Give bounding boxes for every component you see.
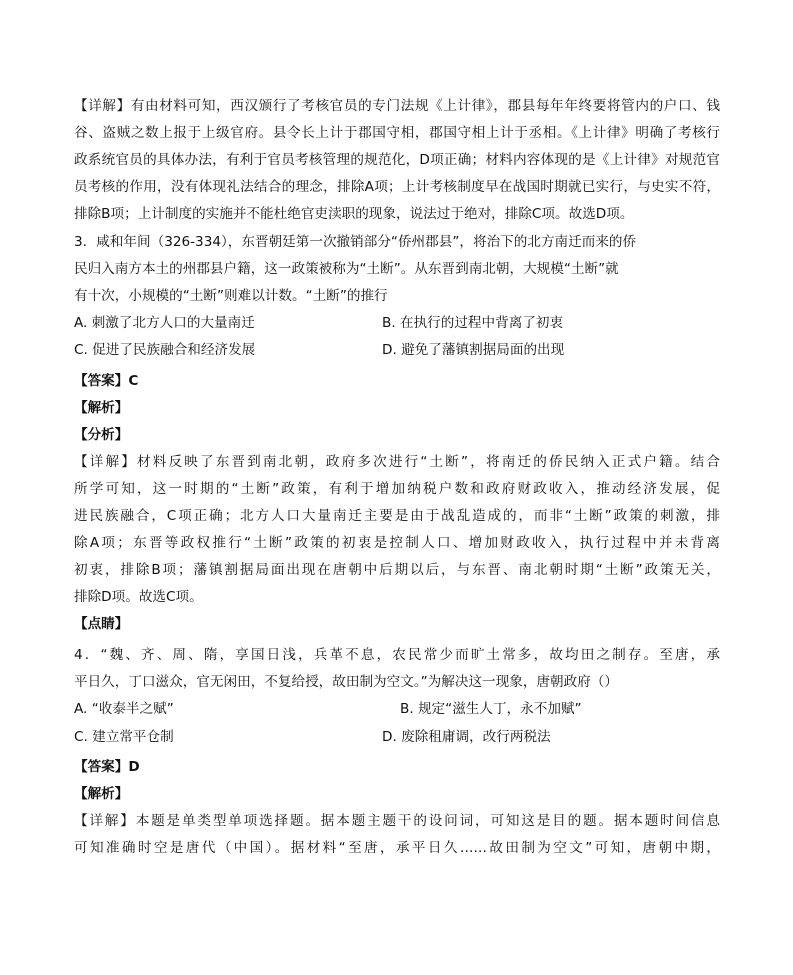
q2-detail-line-1: 【详解】有由材料可知，西汉颁行了考核官员的专门法规《上计律》，郡县每年年终要将管内的户口、钱 — [74, 98, 720, 114]
q3-detail-line-2: 所学可知，这一时期的“土断”政策，有利于增加纳税户数和政府财政收入，推动经济发展，促 — [74, 481, 720, 497]
q4-analysis-heading: 【解析】 — [74, 786, 129, 802]
q3-stem-line-1: 3．咸和年间（326-334），东晋朝廷第一次撤销部分“侨州郡县”，将治下的北方南迁而来的侨 — [74, 234, 637, 250]
q4-detail-line-1: 【详解】本题是单类型单项选择题。据本题主题干的设问词，可知这是目的题。据本题时间信息 — [74, 813, 720, 829]
q3-detail-line-6: 排除D项。故选C项。 — [74, 589, 203, 605]
q3-option-a: A. 刺激了北方人口的大量南迁 — [74, 315, 255, 331]
q3-answer: 【答案】C — [74, 373, 139, 389]
q4-option-b: B. 规定“滋生人丁，永不加赋” — [400, 701, 582, 717]
q4-detail-line-2: 可知准确时空是唐代（中国）。据材料“至唐，承平日久……故田制为空文”可知，唐朝中期， — [74, 840, 720, 856]
q3-option-d: D. 避免了藩镇割据局面的出现 — [382, 342, 565, 358]
q3-option-b: B. 在执行的过程中背离了初衷 — [382, 315, 564, 331]
q4-option-d: D. 废除租庸调，改行两税法 — [382, 729, 551, 745]
q3-dianjing-heading: 【点睛】 — [74, 616, 129, 632]
q4-stem-line-1: 4．“魏、齐、周、隋，享国日浅，兵革不息，农民常少而旷土常多，故均田之制存。至唐，承 — [74, 647, 720, 663]
q3-detail-line-1: 【详解】材料反映了东晋到南北朝，政府多次进行“土断”，将南迁的侨民纳入正式户籍。结合 — [74, 454, 720, 470]
q4-answer: 【答案】D — [74, 759, 140, 775]
q3-fenxi-heading: 【分析】 — [74, 427, 129, 443]
q3-stem-line-3: 有十次，小规模的“土断”则难以计数。“土断”的推行 — [74, 288, 388, 304]
q2-detail-line-2: 谷、盗贼之数上报于上级官府。县令长上计于郡国守相，郡国守相上计于丞相。《上计律》明确了考核行 — [74, 125, 720, 141]
q2-detail-line-5: 排除B项；上计制度的实施并不能杜绝官吏渎职的现象，说法过于绝对，排除C项。故选D项。 — [74, 206, 634, 222]
q2-detail-line-4: 员考核的作用，没有体现礼法结合的理念，排除A项；上计考核制度早在战国时期就已实行，与史实不符， — [74, 179, 720, 195]
q3-detail-line-4: 除A项；东晋等政权推行“土断”政策的初衷是控制人口、增加财政收入，执行过程中并未背离 — [74, 535, 720, 551]
q3-detail-line-5: 初衷，排除B项；藩镇割据局面出现在唐朝中后期以后，与东晋、南北朝时期“土断”政策无关， — [74, 562, 720, 578]
q3-detail-line-3: 进民族融合，C项正确；北方人口大量南迁主要是由于战乱造成的，而非“土断”政策的刺激，排 — [74, 508, 720, 524]
q4-option-a: A. “收泰半之赋” — [74, 701, 174, 717]
q2-detail-line-3: 政系统官员的具体办法，有利于官员考核管理的规范化，D项正确；材料内容体现的是《上计律》对规范官 — [74, 152, 720, 168]
q3-stem-line-2: 民归入南方本土的州郡县户籍，这一政策被称为“土断”。从东晋到南北朝，大规模“土断”就 — [74, 261, 619, 277]
q3-option-c: C. 促进了民族融合和经济发展 — [74, 342, 256, 358]
q4-stem-line-2: 平日久，丁口滋众，官无闲田，不复给授，故田制为空文。”为解决这一现象，唐朝政府（） — [74, 674, 618, 690]
q4-option-c: C. 建立常平仓制 — [74, 729, 174, 745]
q3-analysis-heading: 【解析】 — [74, 400, 129, 416]
